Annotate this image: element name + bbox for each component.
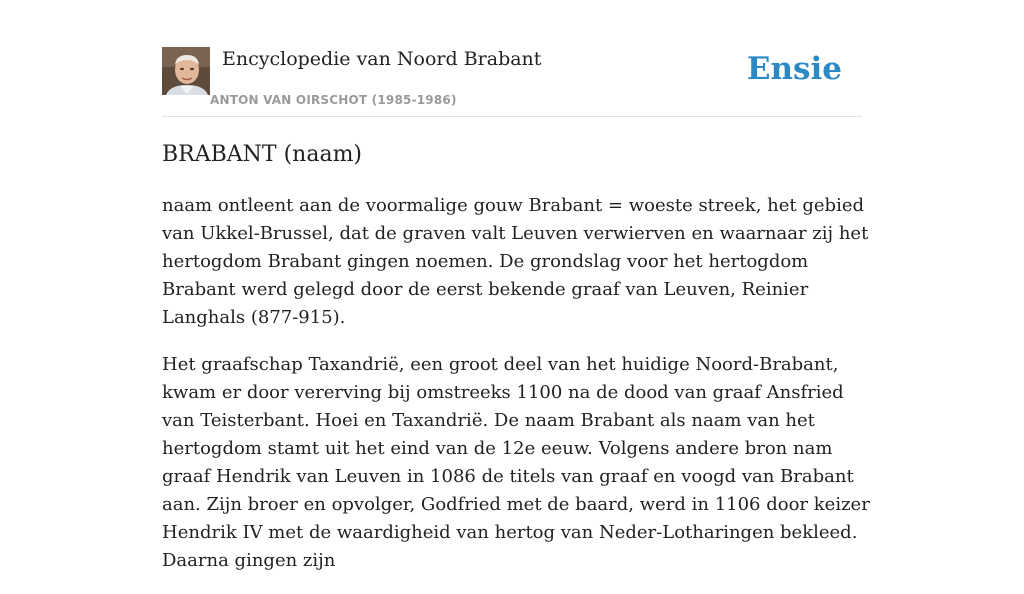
- article-title: BRABANT (naam): [162, 142, 363, 167]
- author-portrait-icon: [162, 47, 210, 95]
- author-avatar[interactable]: [162, 47, 210, 95]
- article-header: [162, 47, 862, 117]
- article-paragraph: Het graafschap Taxandrië, een groot deel van het huidige Noord-Brabant, kwam er door vererving bij omstreeks 1100 na de dood van graaf Ansfried van Teisterbant. Hoei en Taxandrië. De naam Brabant als naam van het hertogdom stamt uit het eind van de 12e eeuw. Volgens andere bron nam graaf Hendrik van Leuven in 1086 de titels van graaf en voogd van Brabant aan. Zijn broer en opvolger, Godfried met de baard, werd in 1106 door keizer Hendrik IV met de waardigheid van hertog van Neder-Lotharingen bekleed. Daarna gingen zijn: [162, 354, 870, 571]
- article-body: [162, 192, 872, 594]
- source-title[interactable]: Encyclopedie van Noord Brabant: [222, 48, 542, 70]
- author-name[interactable]: ANTON VAN OIRSCHOT (1985-1986): [210, 93, 457, 107]
- article-paragraph: naam ontleent aan de voormalige gouw Brabant = woeste streek, het gebied van Ukkel-Brussel, dat de graven valt Leuven verwierven en waarnaar zij het hertogdom Brabant gingen noemen. De grondslag voor het hertogdom Brabant werd gelegd door de eerst bekende graaf van Leuven, Reinier Langhals (877-915).: [162, 195, 869, 328]
- ensie-logo[interactable]: Ensie: [746, 51, 842, 87]
